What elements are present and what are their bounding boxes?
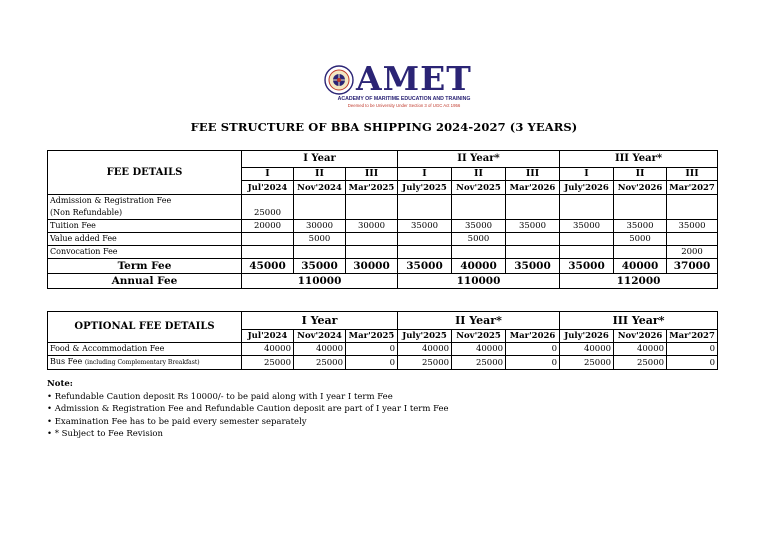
- term-fee-cell: 35000: [294, 259, 346, 274]
- term-fee-label: Term Fee: [48, 259, 242, 274]
- year-3-header: III Year*: [560, 312, 718, 330]
- fee-details-header: FEE DETAILS: [48, 151, 242, 195]
- term-month-header: Mar'2026: [506, 181, 560, 195]
- optional-fee-cell: 40000: [560, 343, 614, 356]
- annual-fee-cell: 110000: [398, 274, 560, 289]
- annual-fee-label: Annual Fee: [48, 274, 242, 289]
- notes-section: [47, 378, 707, 441]
- term-month-header: Jul'2024: [242, 181, 294, 195]
- optional-fee-cell: 0: [506, 356, 560, 370]
- note-item: • Examination Fee has to be paid every semester separately: [47, 416, 307, 427]
- note-item: • Refundable Caution deposit Rs 10000/- to be paid along with I year I term Fee: [47, 391, 393, 402]
- optional-fee-cell: 25000: [452, 356, 506, 370]
- fee-cell: [506, 195, 560, 220]
- fee-cell: 35000: [398, 220, 452, 233]
- term-month-header: Nov'2025: [452, 181, 506, 195]
- fee-cell: 5000: [294, 233, 346, 246]
- semester-header: I: [560, 168, 614, 181]
- optional-fee-cell: 40000: [242, 343, 294, 356]
- fee-row-convocation: [48, 246, 718, 259]
- semester-header: II: [294, 168, 346, 181]
- logo-tagline: ACADEMY OF MARITIME EDUCATION AND TRAINING: [337, 96, 471, 102]
- optional-row-bus: [48, 356, 718, 370]
- fee-cell: 35000: [614, 220, 667, 233]
- notes-heading: Note:: [47, 379, 73, 389]
- fee-cell: 35000: [560, 220, 614, 233]
- fee-cell: 35000: [506, 220, 560, 233]
- note-item: • * Subject to Fee Revision: [47, 429, 164, 440]
- optional-fee-cell: 0: [346, 343, 398, 356]
- logo-accreditation: Deemed to be University Under Section 3 of UGC Act 1956: [347, 103, 461, 108]
- year-2-header: II Year*: [398, 312, 560, 330]
- term-month-header: July'2026: [560, 181, 614, 195]
- fee-cell: [346, 246, 398, 259]
- term-fee-cell: 40000: [614, 259, 667, 274]
- optional-fee-table: [47, 311, 718, 370]
- term-month-header: Mar'2027: [667, 181, 718, 195]
- term-fee-cell: 37000: [667, 259, 718, 274]
- fee-cell: 2000: [667, 246, 718, 259]
- bus-fee-note: (including Complementary Breakfast): [84, 359, 200, 366]
- university-emblem-icon: [324, 65, 354, 95]
- fee-row-label: Tuition Fee: [48, 220, 242, 233]
- year-header-row: [48, 151, 718, 168]
- optional-fee-cell: 40000: [452, 343, 506, 356]
- fee-cell: [398, 233, 452, 246]
- fee-row-label-line2: (Non Refundable): [50, 208, 123, 217]
- fee-row-tuition: [48, 220, 718, 233]
- term-fee-row: [48, 259, 718, 274]
- optional-fee-cell: 25000: [398, 356, 452, 370]
- fee-cell: 5000: [452, 233, 506, 246]
- term-month-header: Jul'2024: [242, 330, 294, 343]
- fee-structure-table: [47, 150, 718, 289]
- fee-row-label: Convocation Fee: [48, 246, 242, 259]
- fee-row-label-line1: Admission & Registration Fee: [50, 196, 172, 205]
- optional-year-header-row: [48, 312, 718, 330]
- fee-cell: [346, 233, 398, 246]
- fee-cell: [346, 195, 398, 220]
- optional-row-label: [48, 356, 242, 370]
- fee-cell: 30000: [294, 220, 346, 233]
- fee-cell: [614, 195, 667, 220]
- term-month-header: July'2026: [560, 330, 614, 343]
- term-fee-cell: 45000: [242, 259, 294, 274]
- fee-cell: [242, 246, 294, 259]
- fee-cell: [560, 195, 614, 220]
- year-1-header: I Year: [242, 312, 398, 330]
- fee-cell: [294, 246, 346, 259]
- term-month-header: Nov'2024: [294, 181, 346, 195]
- optional-fee-cell: 40000: [614, 343, 667, 356]
- fee-cell: [242, 233, 294, 246]
- fee-row-label: [48, 195, 242, 220]
- amet-logo: [322, 59, 484, 111]
- note-item: • Admission & Registration Fee and Refundable Caution deposit are part of I year I term Fee: [47, 404, 449, 415]
- optional-fee-cell: 0: [346, 356, 398, 370]
- term-fee-cell: 35000: [398, 259, 452, 274]
- fee-cell: [506, 246, 560, 259]
- year-2-header: II Year*: [398, 151, 560, 168]
- bus-fee-label: Bus Fee: [50, 357, 83, 366]
- fee-cell: [614, 246, 667, 259]
- term-month-header: Nov'2025: [452, 330, 506, 343]
- term-month-header: Nov'2024: [294, 330, 346, 343]
- fee-cell: 30000: [346, 220, 398, 233]
- term-fee-cell: 40000: [452, 259, 506, 274]
- fee-row-value-added: [48, 233, 718, 246]
- term-month-header: Nov'2026: [614, 330, 667, 343]
- fee-cell: 20000: [242, 220, 294, 233]
- term-month-header: Mar'2027: [667, 330, 718, 343]
- term-month-header: Mar'2026: [506, 330, 560, 343]
- optional-fee-cell: 25000: [294, 356, 346, 370]
- semester-header: III: [667, 168, 718, 181]
- term-fee-cell: 35000: [506, 259, 560, 274]
- logo-wordmark: AMET: [356, 59, 472, 98]
- fee-cell: [398, 246, 452, 259]
- fee-cell: [294, 195, 346, 220]
- optional-fee-cell: 25000: [560, 356, 614, 370]
- page-title: FEE STRUCTURE OF BBA SHIPPING 2024-2027 (3 YEARS): [190, 120, 578, 134]
- optional-fee-cell: 25000: [242, 356, 294, 370]
- optional-fee-cell: 40000: [294, 343, 346, 356]
- optional-fee-cell: 40000: [398, 343, 452, 356]
- semester-header: II: [452, 168, 506, 181]
- term-fee-cell: 35000: [560, 259, 614, 274]
- optional-fee-cell: 0: [506, 343, 560, 356]
- fee-cell: 5000: [614, 233, 667, 246]
- fee-cell: [560, 246, 614, 259]
- fee-cell: 35000: [667, 220, 718, 233]
- annual-fee-row: [48, 274, 718, 289]
- fee-cell: [667, 233, 718, 246]
- semester-header: III: [346, 168, 398, 181]
- fee-cell: [398, 195, 452, 220]
- term-month-header: Mar'2025: [346, 330, 398, 343]
- fee-row-label: Value added Fee: [48, 233, 242, 246]
- optional-row-label: Food & Accommodation Fee: [48, 343, 242, 356]
- optional-row-food: [48, 343, 718, 356]
- optional-fee-cell: 0: [667, 343, 718, 356]
- year-1-header: I Year: [242, 151, 398, 168]
- semester-header: III: [506, 168, 560, 181]
- fee-cell: [560, 233, 614, 246]
- semester-header: I: [398, 168, 452, 181]
- term-month-header: Nov'2026: [614, 181, 667, 195]
- optional-fee-cell: 0: [667, 356, 718, 370]
- fee-cell: [506, 233, 560, 246]
- term-month-header: July'2025: [398, 181, 452, 195]
- optional-fee-cell: 25000: [614, 356, 667, 370]
- fee-cell: [452, 246, 506, 259]
- fee-cell: [667, 195, 718, 220]
- term-month-header: July'2025: [398, 330, 452, 343]
- term-month-header: Mar'2025: [346, 181, 398, 195]
- fee-cell: [452, 195, 506, 220]
- semester-header: II: [614, 168, 667, 181]
- fee-cell: 35000: [452, 220, 506, 233]
- annual-fee-cell: 112000: [560, 274, 718, 289]
- optional-fee-details-header: OPTIONAL FEE DETAILS: [48, 312, 242, 343]
- term-fee-cell: 30000: [346, 259, 398, 274]
- fee-cell: 25000: [242, 195, 294, 220]
- fee-row-admission: [48, 195, 718, 220]
- annual-fee-cell: 110000: [242, 274, 398, 289]
- semester-header: I: [242, 168, 294, 181]
- year-3-header: III Year*: [560, 151, 718, 168]
